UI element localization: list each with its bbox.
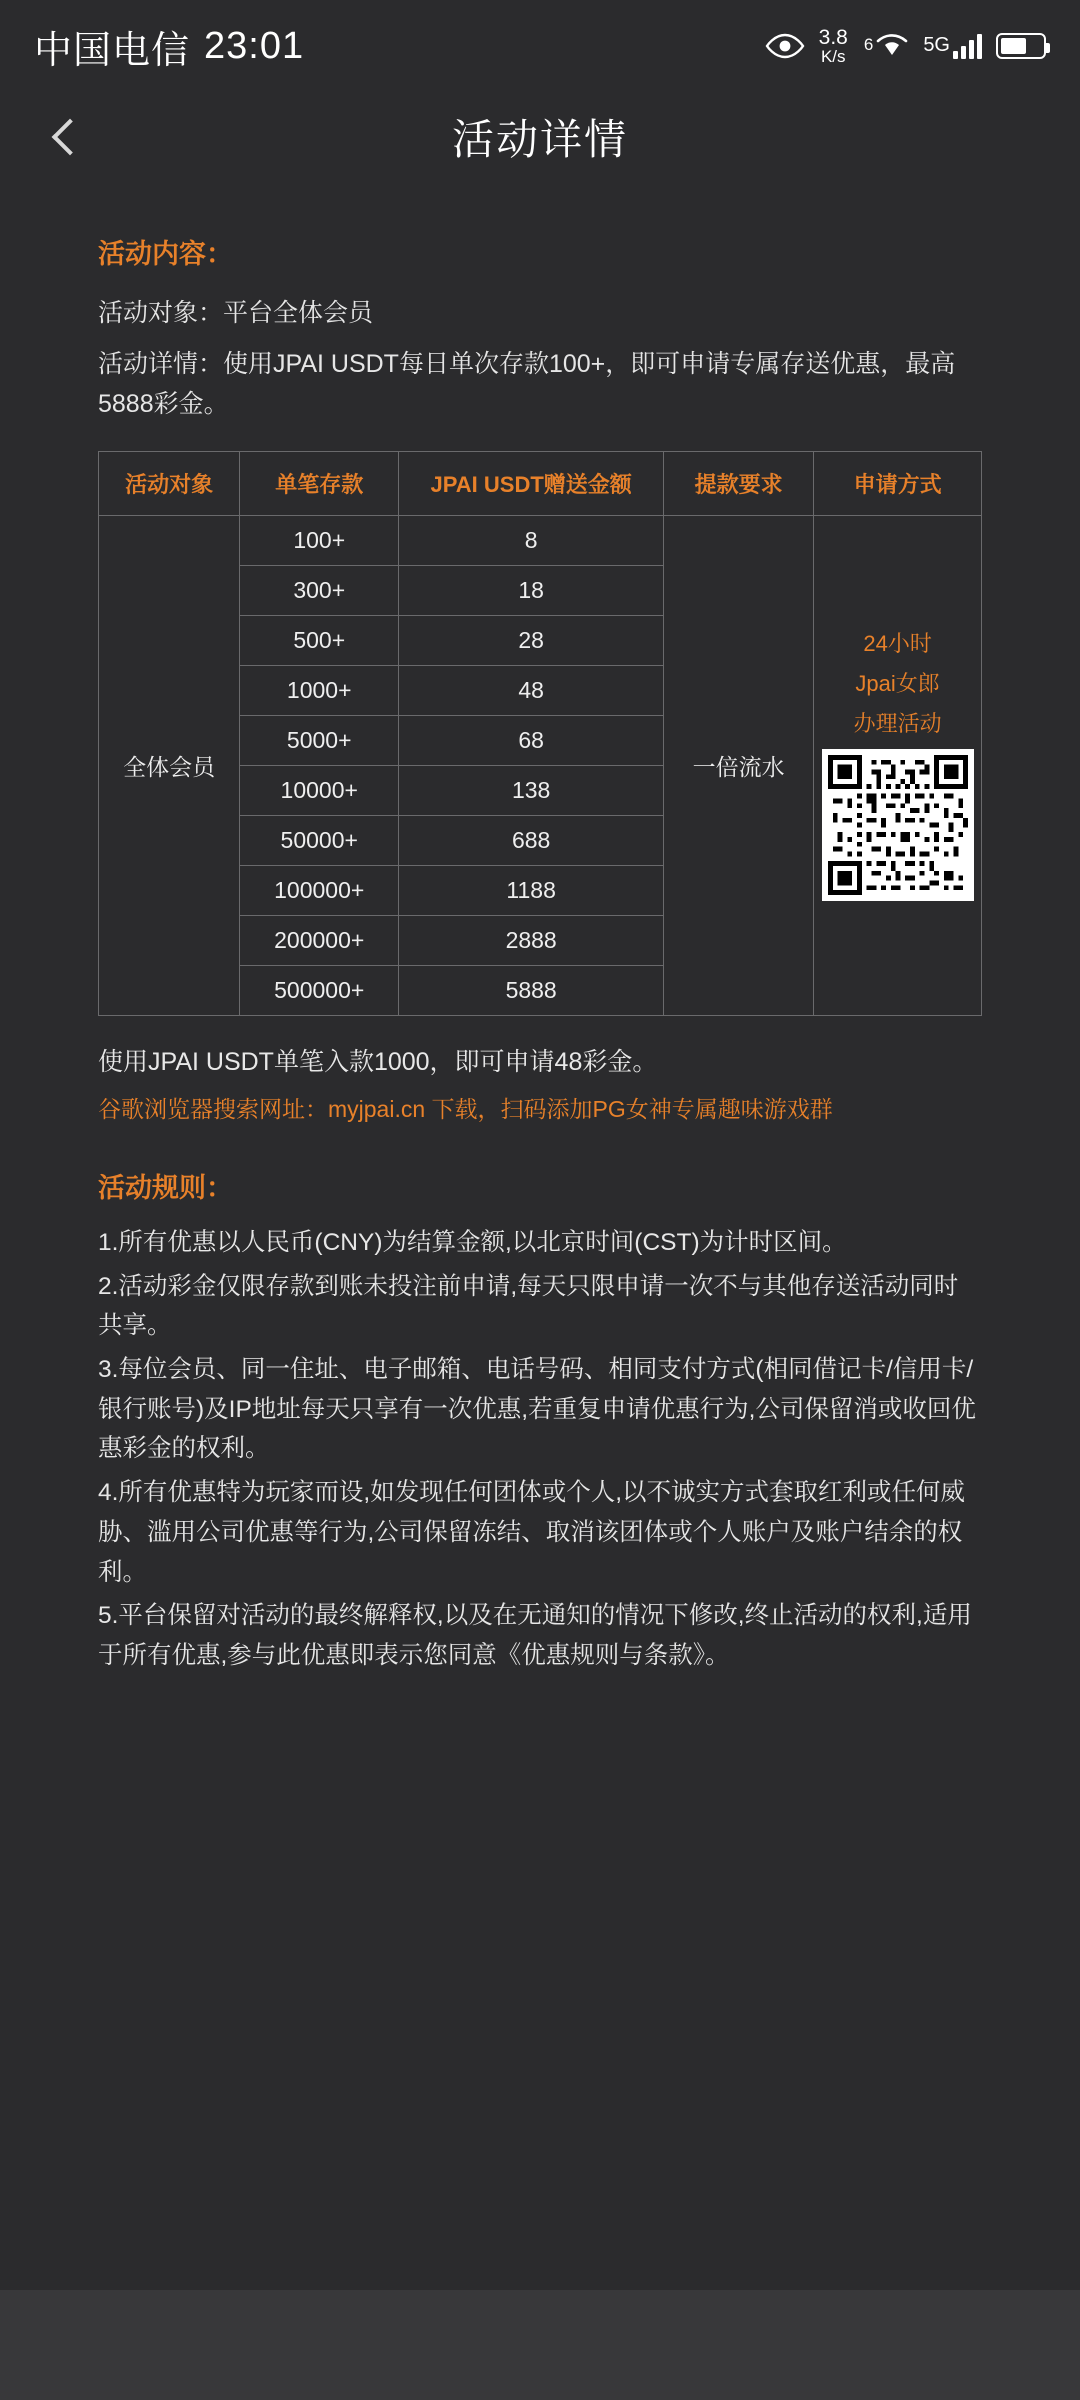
download-note: 谷歌浏览器搜索网址：myjpai.cn 下载，扫码添加PG女神专属趣味游戏群 (98, 1095, 833, 1122)
network-type-label: 5G (923, 34, 950, 56)
bottom-navigation-bar (0, 2290, 1080, 2400)
carrier-label: 中国电信 (34, 29, 191, 72)
status-bar (0, 0, 1080, 92)
rule-item: 5.平台保留对活动的最终解释权,以及在无通知的情况下修改,终止活动的权利,适用于所有优惠,参与此优惠即表示您同意《优惠规则与条款》。 (98, 1602, 972, 1669)
rules-list (98, 1223, 982, 1676)
qr-code[interactable] (822, 749, 974, 901)
content-area (0, 182, 1080, 2400)
back-chevron-icon (52, 119, 89, 156)
cell-deposit: 100000+ (240, 865, 399, 915)
back-button[interactable] (30, 97, 110, 177)
apply-line-1: 24小时 (863, 631, 932, 657)
cell-bonus: 48 (399, 665, 664, 715)
cell-bonus: 18 (399, 565, 664, 615)
cell-bonus: 8 (399, 515, 664, 565)
promo-intro (98, 232, 982, 425)
cell-bonus: 5888 (399, 965, 664, 1015)
cell-bonus: 28 (399, 615, 664, 665)
rules-heading: 活动规则： (98, 1173, 233, 1203)
th-bonus: JPAI USDT赠送金额 (399, 451, 664, 515)
promo-table (98, 451, 982, 1016)
network-speed-indicator (819, 27, 848, 65)
rule-item: 3.每位会员、同一住址、电子邮箱、电话号码、相同支付方式(相同借记卡/信用卡/银行账号)及IP地址每天只享有一次优惠,若重复申请优惠行为,公司保留消或收回优惠彩金的权利。 (98, 1356, 976, 1463)
th-apply: 申请方式 (814, 451, 982, 515)
cell-deposit: 300+ (240, 565, 399, 615)
battery-icon (996, 33, 1046, 59)
clock-label: 23:01 (204, 24, 305, 67)
cell-bonus: 688 (399, 815, 664, 865)
network-speed-value: 3.8 (818, 26, 848, 49)
cell-bonus: 138 (399, 765, 664, 815)
promo-target-line: 活动对象：平台全体会员 (98, 299, 374, 327)
eye-icon (765, 33, 805, 59)
rule-item: 2.活动彩金仅限存款到账未投注前申请,每天只限申请一次不与其他存送活动同时共享。 (98, 1272, 959, 1340)
table-header-row (99, 451, 982, 515)
table-row (99, 515, 982, 565)
rule-item: 1.所有优惠以人民币(CNY)为结算金额,以北京时间(CST)为计时区间。 (98, 1229, 847, 1256)
cell-deposit: 10000+ (240, 765, 399, 815)
signal-strength-bars (953, 33, 982, 59)
promo-detail-line: 活动详情：使用JPAI USDT每日单次存款100+，即可申请专属存送优惠，最高5888彩金。 (98, 349, 956, 418)
apply-line-2: Jpai女郎 (855, 671, 940, 697)
cell-deposit: 500+ (240, 615, 399, 665)
th-deposit: 单笔存款 (240, 451, 399, 515)
cell-deposit: 100+ (240, 515, 399, 565)
cell-deposit: 5000+ (240, 715, 399, 765)
th-withdraw: 提款要求 (664, 451, 814, 515)
example-note: 使用JPAI USDT单笔入款1000，即可申请48彩金。 (98, 1047, 658, 1076)
cell-apply-method (814, 515, 982, 1015)
signal-bars-icon (923, 33, 982, 59)
apply-line-3: 办理活动 (853, 710, 942, 736)
cell-deposit: 200000+ (240, 915, 399, 965)
wifi-icon (864, 33, 909, 59)
page-title: 活动详情 (451, 116, 628, 163)
cell-bonus: 2888 (399, 915, 664, 965)
promo-content-heading: 活动内容： (98, 239, 233, 269)
status-left-group (34, 19, 304, 74)
cell-deposit: 50000+ (240, 815, 399, 865)
cell-bonus: 1188 (399, 865, 664, 915)
cell-member-scope: 全体会员 (99, 515, 240, 1015)
cell-bonus: 68 (399, 715, 664, 765)
battery-fill (1001, 38, 1026, 54)
cell-deposit: 1000+ (240, 665, 399, 715)
title-bar (0, 92, 1080, 182)
cell-deposit: 500000+ (240, 965, 399, 1015)
th-target: 活动对象 (99, 451, 240, 515)
rule-item: 4.所有优惠特为玩家而设,如发现任何团体或个人,以不诚实方式套取红利或任何威胁、滥用公司优惠等行为,公司保留冻结、取消该团体或个人账户及账户结余的权利。 (98, 1479, 966, 1586)
wifi-band-label: 6 (863, 35, 874, 54)
cell-withdraw-requirement: 一倍流水 (664, 515, 814, 1015)
network-speed-unit: K/s (820, 47, 846, 66)
status-right-group (765, 27, 1046, 65)
